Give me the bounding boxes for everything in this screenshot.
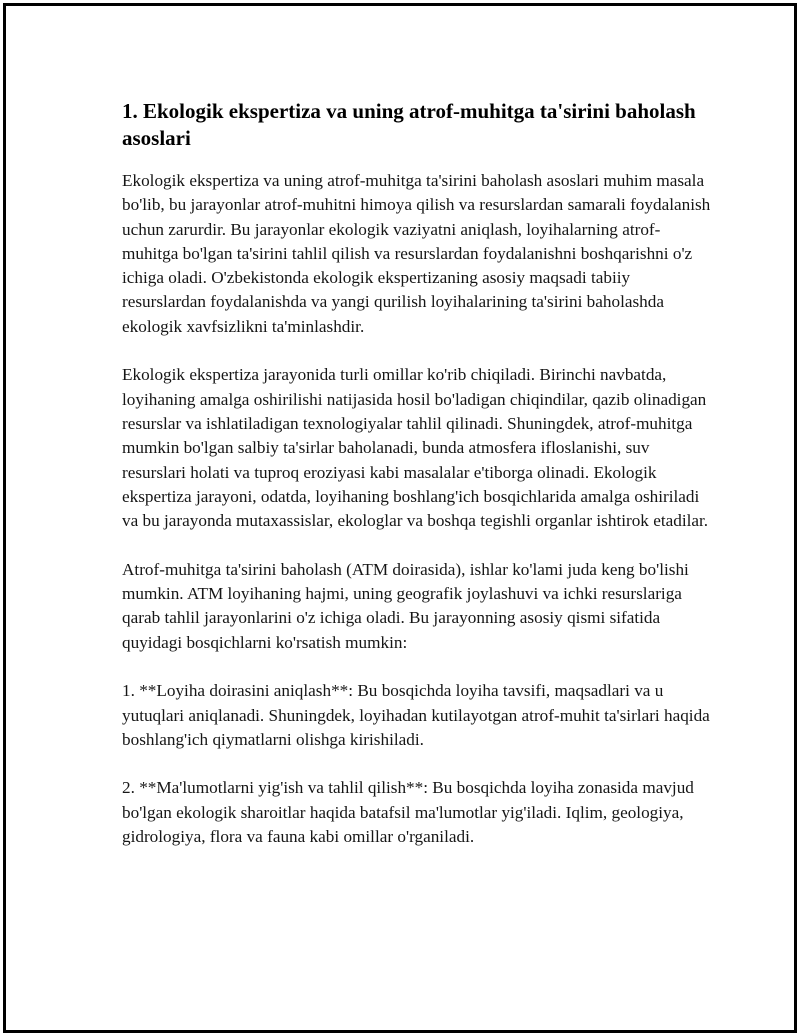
paragraph-atm: Atrof-muhitga ta'sirini baholash (ATM doirasida), ishlar ko'lami juda keng bo'lishi mumkin. ATM loyihaning hajmi, uning geografik joylashuvi va ichki resurslariga qarab tahlil jarayonlarini o'z ichiga oladi. Bu jarayonning asosiy qismi sifatida quyidagi bosqichlarni ko'rsatish mumkin: [122,559,689,652]
paragraph-factors: Ekologik ekspertiza jarayonida turli omillar ko'rib chiqiladi. Birinchi navbatda, loyihaning amalga oshirilishi natijasida hosil bo'ladigan chiqindilar, qazib olinadigan resurslar va ishlatiladigan texnologiyalar tahlil qilinadi. Shuningdek, atrof-muhitga mumkin bo'lgan salbiy ta'sirlar baholanadi, bunda atmosfera ifloslanishi, suv resurslari holati va tuproq eroziyasi kabi masalalar e'tiborga olinadi. Ekologik ekspertiza jarayoni, odatda, loyihaning boshlang'ich bosqichlarida amalga oshiriladi va bu jarayonda mutaxassislar, ekologlar va boshqa tegishli organlar ishtirok etadilar. [122,365,709,531]
paragraph-step-1: 1. **Loyiha doirasini aniqlash**: Bu bosqichda loyiha tavsifi, maqsadlari va u yutuqlari aniqlanadi. Shuningdek, loyihadan kutilayotgan atrof-muhit ta'sirlari haqida boshlang'ich qiymatlarni olishga kirishiladi. [122,681,710,749]
document-body [122,98,712,874]
paragraph-intro: Ekologik ekspertiza va uning atrof-muhitga ta'sirini baholash asoslari muhim masala bo'lib, bu jarayonlar atrof-muhitni himoya qilish va resurslardan samarali foydalanish uchun zarurdir. Bu jarayonlar ekologik vaziyatni aniqlash, loyihalarning atrof-muhitga bo'lgan ta'sirini tahlil qilish va resurslardan foydalanishni boshqarishni o'z ichiga oladi. O'zbekistonda ekologik ekspertizaning asosiy maqsadi tabiiy resurslardan foydalanishda va yangi qurilish loyihalarining ta'sirini baholashda ekologik xavfsizlikni ta'minlashdir. [122,171,711,336]
document-title: 1. Ekologik ekspertiza va uning atrof-muhitga ta'sirini baholash asoslari [122,99,696,150]
page-frame [3,3,797,1033]
paragraph-step-2: 2. **Ma'lumotlarni yig'ish va tahlil qilish**: Bu bosqichda loyiha zonasida mavjud bo'lgan ekologik sharoitlar haqida batafsil ma'lumotlar yig'iladi. Iqlim, geologiya, gidrologiya, flora va fauna kabi omillar o'rganiladi. [122,778,694,847]
